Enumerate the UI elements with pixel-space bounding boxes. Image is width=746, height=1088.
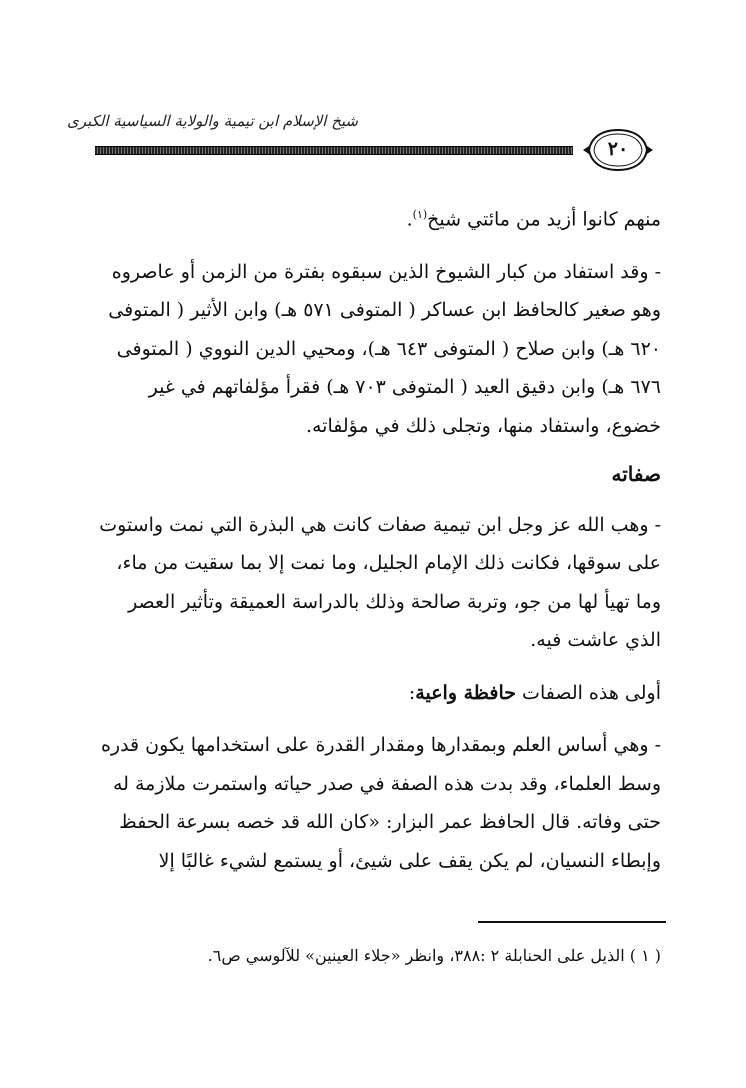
header-ornamental-rule bbox=[95, 146, 573, 155]
main-text bbox=[81, 196, 661, 880]
bold-term: حافظة واعية bbox=[415, 681, 517, 704]
text-line: - وقد استفاد من كبار الشيوخ الذين سبقوه بفترة من الزمن أو عاصروه bbox=[111, 260, 661, 283]
text-line: على سوقها، فكانت ذلك الإمام الجليل، وما نمت إلا بما سقيت من ماء، bbox=[116, 552, 661, 575]
text-line: - وهب الله عز وجل ابن تيمية صفات كانت هي البذرة التي نمت واستوت bbox=[99, 513, 661, 536]
text-span: : bbox=[408, 681, 416, 704]
running-header-title: شيخ الإسلام ابن تيمية والولاية السياسية الكبرى bbox=[66, 112, 358, 130]
text-span: أولى هذه الصفات bbox=[516, 681, 661, 704]
footnote: ( ١ ) الذيل على الحنابلة ٢ :٣٨٨، وانظر «جلاء العينين» للآلوسي ص٦. bbox=[207, 946, 661, 965]
text-line: وهو صغير كالحافظ ابن عساكر ( المتوفى ٥٧١ هـ) وابن الأثير ( المتوفى bbox=[108, 299, 661, 322]
text-line: وسط العلماء، وقد بدت هذه الصفة في صدر حياته واستمرت ملازمة له bbox=[112, 772, 661, 795]
footnote-separator bbox=[478, 921, 666, 923]
subheading-line bbox=[81, 674, 661, 713]
paragraph-1 bbox=[81, 196, 661, 239]
text-line: الذي عاشت فيه. bbox=[530, 629, 661, 652]
footnote-ref[interactable]: (١) bbox=[412, 208, 428, 221]
page-number: ٢٠ bbox=[607, 138, 629, 160]
text-line: حتى وفاته. قال الحافظ عمر البزار: «كان الله قد خصه بسرعة الحفظ bbox=[119, 811, 661, 834]
text-line: وإبطاء النسيان، لم يكن يقف على شيئ، أو يستمع لشيء غالبًا إلا bbox=[158, 849, 661, 872]
text-line: ٦٧٦ هـ) وابن دقيق العيد ( المتوفى ٧٠٣ هـ) فقرأ مؤلفاتهم في غير bbox=[148, 376, 661, 399]
text-line: ٦٢٠ هـ) وابن صلاح ( المتوفى ٦٤٣ هـ)، ومحيي الدين النووي ( المتوفى bbox=[116, 337, 661, 360]
text-line: وما تهيأ لها من جو، وتربة صالحة وذلك بالدراسة العميقة وتأثير العصر bbox=[128, 590, 661, 613]
text-line: منهم كانوا أزيد من مائتي شيخ bbox=[427, 208, 661, 231]
text-line: خضوع، واستفاد منها، وتجلى ذلك في مؤلفاته. bbox=[305, 414, 661, 437]
text-line: . bbox=[406, 208, 413, 231]
text-line: - وهي أساس العلم وبمقدارها ومقدار القدرة على استخدامها يكون قدره bbox=[100, 734, 661, 757]
section-heading: صفاته bbox=[611, 462, 661, 487]
